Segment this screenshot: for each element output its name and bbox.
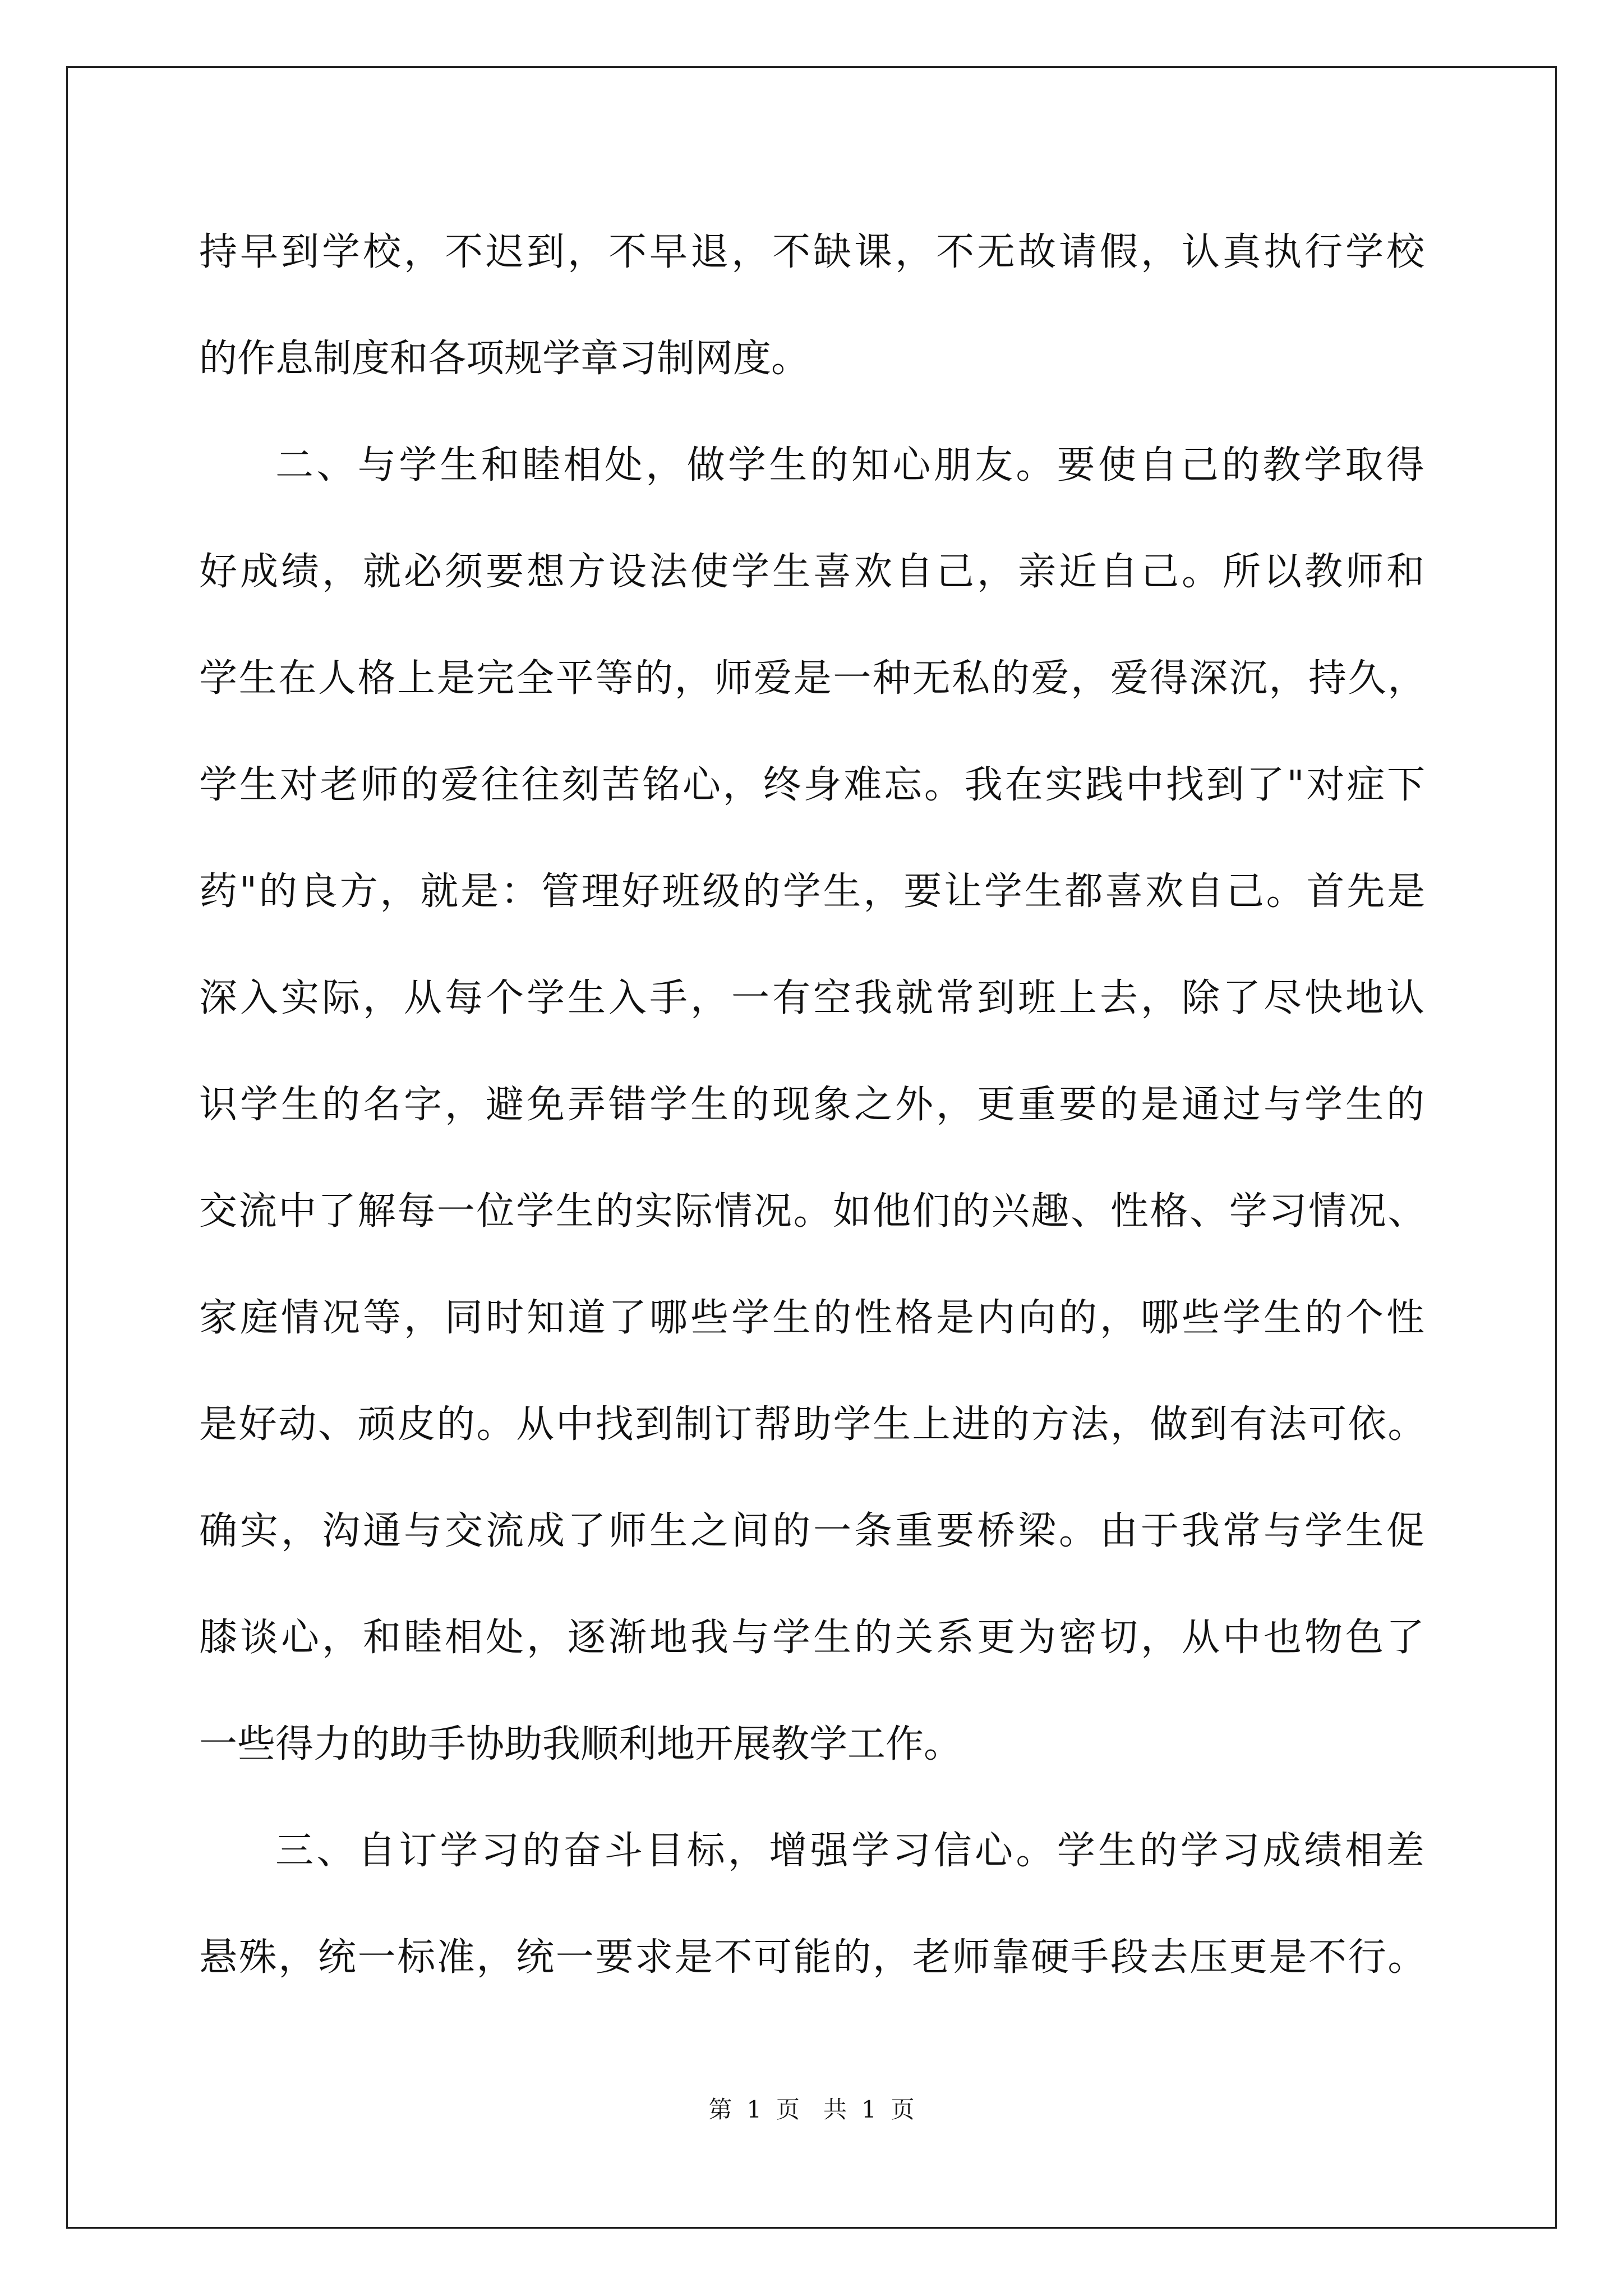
text-line: 确实，沟通与交流成了师生之间的一条重要桥梁。由于我常与学生促 — [199, 1509, 1427, 1553]
paragraph-start-line: 三、自订学习的奋斗目标，增强学习信心。学生的学习成绩相差 — [275, 1829, 1427, 1873]
page-number-footer: 第 1 页 共 1 页 — [708, 2096, 915, 2123]
text-line: 家庭情况等，同时知道了哪些学生的性格是内向的，哪些学生的个性 — [199, 1296, 1427, 1340]
text-line: 识学生的名字，避免弄错学生的现象之外，更重要的是通过与学生的 — [199, 1083, 1427, 1127]
text-line: 深入实际，从每个学生入手，一有空我就常到班上去，除了尽快地认 — [199, 976, 1427, 1020]
document-body — [199, 210, 1427, 2022]
text-line: 膝谈心，和睦相处，逐渐地我与学生的关系更为密切，从中也物色了 — [199, 1616, 1427, 1660]
text-line: 药"的良方，就是：管理好班级的学生，要让学生都喜欢自己。首先是 — [199, 869, 1427, 914]
text-line: 学生对老师的爱往往刻苦铭心，终身难忘。我在实践中找到了"对症下 — [199, 763, 1427, 807]
text-line: 一些得力的助手协助我顺利地开展教学工作。 — [199, 1722, 962, 1766]
text-line: 持早到学校，不迟到，不早退，不缺课，不无故请假，认真执行学校 — [199, 230, 1427, 274]
text-line: 学生在人格上是完全平等的，师爱是一种无私的爱，爱得深沉，持久， — [199, 656, 1427, 701]
text-line: 好成绩，就必须要想方设法使学生喜欢自己，亲近自己。所以教师和 — [199, 550, 1427, 594]
text-line: 是好动、顽皮的。从中找到制订帮助学生上进的方法，做到有法可依。 — [199, 1402, 1427, 1447]
text-line: 悬殊，统一标准，统一要求是不可能的，老师靠硬手段去压更是不行。 — [199, 1935, 1427, 1980]
paragraph-start-line: 二、与学生和睦相处，做学生的知心朋友。要使自己的教学取得 — [275, 443, 1427, 487]
text-line: 交流中了解每一位学生的实际情况。如他们的兴趣、性格、学习情况、 — [199, 1189, 1427, 1234]
text-line: 的作息制度和各项规学章习制网度。 — [199, 337, 810, 381]
